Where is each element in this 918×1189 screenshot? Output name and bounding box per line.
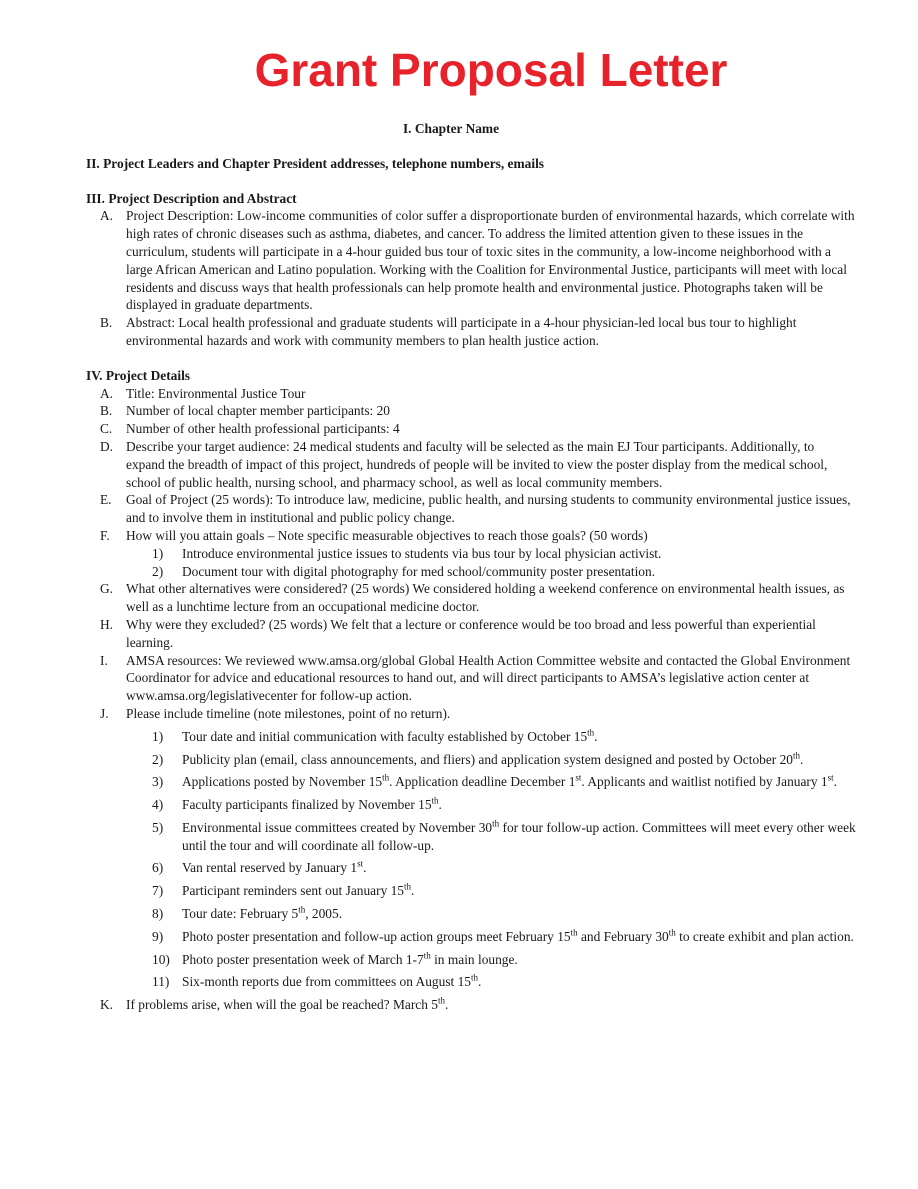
item-text: Tour date and initial communication with faculty established by October 15th.: [182, 727, 598, 744]
item-text: Goal of Project (25 words): To introduce law, medicine, public health, and nursing students to community environmental justice issues, and to involve them in institutional and public policy change.: [126, 492, 851, 526]
item-text: AMSA resources: We reviewed www.amsa.org/global Global Health Action Committee website and contacted the Global Environment Coordinator for advice and educational resources to hand out, and will direct participants to AMSA’s legislative action center at www.amsa.org/legislativecenter for follow-up action.: [126, 652, 851, 704]
item-label: B.: [100, 315, 113, 331]
item-text: Participant reminders sent out January 15th.: [182, 881, 415, 899]
item-label: A.: [100, 385, 114, 401]
item-text: Please include timeline (note milestones, point of no return).: [126, 705, 451, 721]
item-label: I.: [100, 652, 108, 668]
item-text: Number of other health professional participants: 4: [126, 421, 400, 437]
item-text: Project Description: Low-income communities of color suffer a disproportionate burden of environmental hazards, which correlate with high rates of chronic diseases such as asthma, diabetes, and cancer. To address the limited attention given to these issues in the curriculum, students will participate in a 4-hour guided bus tour of toxic sites in the community, a low-income neighborhood with a large African American and Latino population. Working with the Coalition for Environmental Justice, participants will meet with local residents and discuss ways that health professionals can help promote health and environmental justice. Photographs taken will be displayed in graduate departments.: [126, 208, 855, 313]
item-label: K.: [100, 997, 114, 1013]
item-label: 8): [152, 906, 164, 922]
item-label: E.: [100, 492, 112, 508]
timeline-item: [86, 773, 856, 791]
list-item: [86, 580, 856, 616]
item-text: Six-month reports due from committees on August 15th.: [182, 973, 482, 990]
item-label: 2): [152, 751, 164, 767]
item-label: 2): [152, 563, 164, 579]
item-text: Number of local chapter member participants: 20: [126, 403, 390, 419]
timeline-item: [86, 905, 856, 923]
list-item: [86, 207, 856, 314]
item-label: 7): [152, 883, 164, 899]
item-text: Document tour with digital photography for med school/community poster presentation.: [182, 563, 656, 579]
item-text: Describe your target audience: 24 medical students and faculty will be selected as the main EJ Tour participants. Additionally, to expand the breadth of impact of this project, hundreds of people will be invited to view the poster display from the medical school, school of public health, nursing school, and pharmacy school, as well as local community members.: [126, 438, 828, 490]
item-label: B.: [100, 403, 113, 419]
item-text: Title: Environmental Justice Tour: [126, 385, 306, 401]
timeline-item: [86, 882, 856, 900]
item-label: A.: [100, 208, 114, 224]
timeline-item: [86, 951, 856, 969]
list-item: [86, 314, 856, 350]
timeline-item: [86, 928, 856, 946]
chapter-heading: I. Chapter Name: [402, 121, 500, 136]
item-label: D.: [100, 438, 114, 454]
item-label: 1): [152, 728, 164, 744]
item-label: J.: [100, 705, 109, 721]
document-title: Grant Proposal Letter: [254, 44, 728, 96]
item-label: H.: [100, 616, 114, 632]
list-item: [86, 402, 856, 420]
item-label: 6): [152, 860, 164, 876]
item-label: 11): [152, 974, 170, 990]
timeline-item: [86, 751, 856, 769]
item-label: 4): [152, 797, 164, 813]
list-item: [86, 491, 856, 527]
list-item: [86, 996, 856, 1014]
item-label: F.: [100, 527, 110, 543]
list-item: [86, 652, 856, 705]
item-text: Environmental issue committees created by November 30th for tour follow-up action. Committees will meet every other week until the tour and will coordinate all follow-up.: [182, 818, 856, 853]
item-text: Publicity plan (email, class announcements, and fliers) and application system designed and posted by October 20th.: [182, 750, 804, 767]
list-item: [86, 705, 856, 723]
section-3-heading: III. Project Description and Abstract: [86, 190, 297, 206]
timeline-item: [86, 819, 856, 855]
timeline-item: [86, 728, 856, 746]
list-item: [86, 385, 856, 403]
list-item: [86, 527, 856, 545]
item-text: Abstract: Local health professional and graduate students will participate in a 4-hour physician-led local bus tour to highlight environmental hazards and work with community members to plan health justice action.: [126, 315, 797, 348]
item-text: Photo poster presentation and follow-up action groups meet February 15th and February 30th to create exhibit and plan action.: [182, 927, 854, 944]
timeline-item: [86, 859, 856, 877]
item-text: Introduce environmental justice issues to students via bus tour by local physician activist.: [182, 545, 662, 561]
section-2-heading: II. Project Leaders and Chapter President addresses, telephone numbers, emails: [86, 155, 544, 171]
item-text: Photo poster presentation week of March 1-7th in main lounge.: [182, 950, 518, 967]
item-label: G.: [100, 581, 114, 597]
section-4-heading: IV. Project Details: [86, 367, 190, 383]
item-text: What other alternatives were considered? (25 words) We considered holding a weekend conference on environmental health issues, as well as a lunchtime lecture from an occupational medicine doctor.: [126, 581, 845, 615]
timeline-item: [86, 973, 856, 991]
item-label: 10): [152, 951, 170, 967]
item-text: If problems arise, when will the goal be reached? March 5th.: [126, 995, 449, 1013]
list-item: [86, 545, 856, 563]
item-label: 3): [152, 774, 164, 790]
item-text: Applications posted by November 15th. Application deadline December 1st. Applicants and waitlist notified by January 1st.: [182, 772, 837, 790]
document-body: [86, 120, 856, 1014]
item-label: 5): [152, 819, 164, 835]
item-text: Van rental reserved by January 1st.: [182, 859, 367, 876]
list-item: [86, 438, 856, 491]
list-item: [86, 563, 856, 581]
item-text: Tour date: February 5th, 2005.: [182, 904, 343, 922]
list-item: [86, 420, 856, 438]
item-label: C.: [100, 421, 113, 437]
item-label: 1): [152, 545, 164, 561]
list-item: [86, 616, 856, 652]
item-label: 9): [152, 928, 164, 944]
item-text: Why were they excluded? (25 words) We felt that a lecture or conference would be too broad and less powerful than experiential learning.: [126, 616, 816, 650]
item-text: Faculty participants finalized by November 15th.: [182, 795, 442, 813]
item-text: How will you attain goals – Note specific measurable objectives to reach those goals? (50 words): [126, 527, 648, 543]
timeline-item: [86, 796, 856, 814]
